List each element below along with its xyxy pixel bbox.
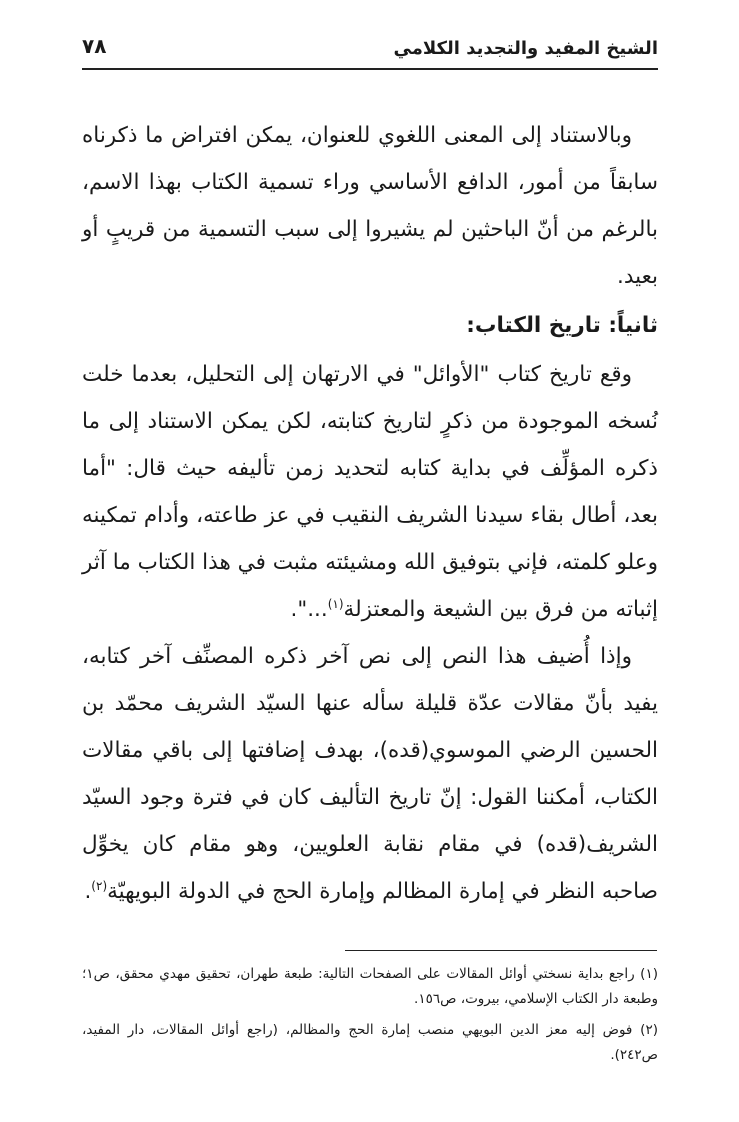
paragraph-2-text: وقع تاريخ كتاب "الأوائل" في الارتهان إلى التحليل، بعدما خلت نُسخه الموجودة من ذكرٍ لتاريخ كتابته، لكن يمكن الاستناد إلى ما ذكره المؤلِّف في بداية كتابه لتحديد زمن تأليفه حيث قال: "أما بعد، أطال بقاء سيدنا الشريف النقيب في عز طاعته، وأدام تمكينه وعلو كلمته، فإني بتوفيق الله ومشيئته مثبت في هذا الكتاب ما آثر إثباته من فرق بين الشيعة والمعتزلة [82,362,658,622]
page-number: ٧٨ [82,34,107,58]
footnotes [82,962,658,1074]
footnote-ref-1: (١) [327,596,344,611]
main-text [82,112,658,915]
page-header [82,28,658,70]
paragraph-2 [82,351,658,633]
paragraph-1: وبالاستناد إلى المعنى اللغوي للعنوان، يمكن افتراض ما ذكرناه سابقاً من أمور، الدافع الأساسي وراء تسمية الكتاب بهذا الاسم، بالرغم من أنّ الباحثين لم يشيروا إلى سبب التسمية من قريبٍ أو بعيد. [82,123,658,289]
footnote-2: (٢) فوض إليه معز الدين البويهي منصب إمارة الحج والمظالم، (راجع أوائل المقالات، دار المفيد، ص٢٤٢). [82,1022,658,1063]
running-title: الشيخ المفيد والتجديد الكلامي [393,38,658,59]
paragraph-2-end: ...". [290,597,328,622]
section-heading: ثانياً: تاريخ الكتاب: [466,313,658,338]
paragraph-3 [82,633,658,915]
paragraph-3-text: وإذا أُضيف هذا النص إلى نص آخر ذكره المصنِّف آخر كتابه، يفيد بأنّ مقالات عدّة قليلة سأله عنها السيّد الشريف محمّد بن الحسين الرضي الموسوي(قده)، بهدف إضافتها إلى باقي مقالات الكتاب، أمكننا القول: إنّ تاريخ التأليف كان في فترة وجود السيّد الشريف(قده) في مقام نقابة العلويين، وهو مقام كان يخوِّل صاحبه النظر في إمارة المظالم وإمارة الحج في الدولة البويهيّة [82,644,658,904]
paragraph-3-end: . [84,879,92,904]
footnote-ref-2: (٢) [91,878,108,893]
footnote-divider [345,950,657,951]
footnote-1: (١) راجع بداية نسختي أوائل المقالات على الصفحات التالية: طبعة طهران، تحقيق مهدي محقق، ص١؛ وطبعة دار الكتاب الإسلامي، بيروت، ص١٥٦. [82,966,658,1007]
